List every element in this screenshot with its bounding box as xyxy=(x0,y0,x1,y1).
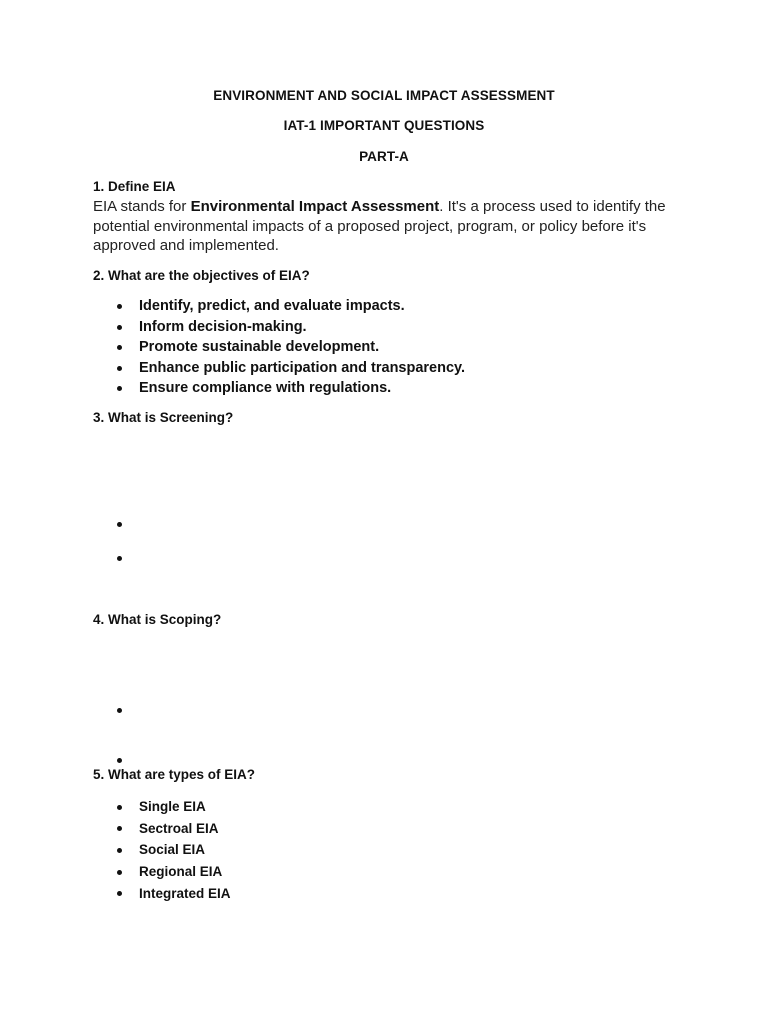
objectives-list xyxy=(0,296,465,399)
answer-text-prefix: EIA stands for xyxy=(93,198,191,215)
question-1-heading: 1. Define EIA xyxy=(93,179,176,194)
empty-bullet xyxy=(117,708,122,713)
list-item: Enhance public participation and transparency. xyxy=(0,358,465,379)
eia-types-list xyxy=(0,796,231,904)
part-heading: PART-A xyxy=(359,149,409,164)
question-4-heading: 4. What is Scoping? xyxy=(93,612,222,627)
list-item: Identify, predict, and evaluate impacts. xyxy=(0,296,465,317)
list-item: Regional EIA xyxy=(0,861,231,883)
list-item: Ensure compliance with regulations. xyxy=(0,378,465,399)
list-item: Integrated EIA xyxy=(0,883,231,905)
list-item: Inform decision-making. xyxy=(0,317,465,338)
question-5-heading: 5. What are types of EIA? xyxy=(93,767,256,782)
question-2-heading: 2. What are the objectives of EIA? xyxy=(93,268,310,283)
empty-bullet xyxy=(117,758,122,763)
answer-text-bold: Environmental Impact Assessment xyxy=(190,198,440,215)
empty-bullet xyxy=(117,522,122,527)
document-title: ENVIRONMENT AND SOCIAL IMPACT ASSESSMENT xyxy=(213,88,555,103)
answer-text-suffix: . It's a process used to identify the potential environmental impacts of a proposed project, program, or policy before it's approved and implemented. xyxy=(93,198,666,254)
document-subtitle: IAT-1 IMPORTANT QUESTIONS xyxy=(283,118,485,133)
empty-bullet xyxy=(117,556,122,561)
list-item: Social EIA xyxy=(0,839,231,861)
question-1-answer xyxy=(93,197,683,256)
list-item: Sectroal EIA xyxy=(0,818,231,840)
question-3-heading: 3. What is Screening? xyxy=(93,410,234,425)
list-item: Promote sustainable development. xyxy=(0,337,465,358)
list-item: Single EIA xyxy=(0,796,231,818)
